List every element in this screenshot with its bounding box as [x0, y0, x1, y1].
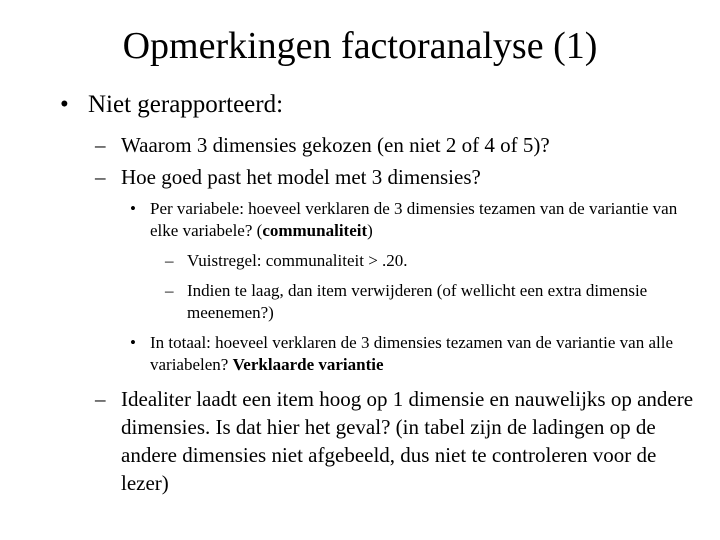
subpoint-text: Vuistregel: communaliteit > .20. — [187, 251, 408, 270]
subbullet-waarom — [95, 131, 710, 159]
dash-marker: – — [165, 281, 174, 300]
subbullet-text: Hoe goed past het model met 3 dimensies? — [121, 165, 481, 189]
point-in-totaal — [130, 332, 705, 376]
bold-term-verklaarde-variantie: Verklaarde variantie — [232, 355, 384, 374]
dash-marker: – — [95, 133, 106, 157]
subbullet-hoe-goed — [95, 163, 710, 191]
subpoint-vuistregel — [165, 250, 705, 272]
subpoint-indien-te-laag — [165, 280, 705, 324]
subbullet-text: Waarom 3 dimensies gekozen (en niet 2 of 4 of 5)? — [121, 133, 550, 157]
dash-marker: – — [95, 165, 106, 189]
dash-marker: – — [165, 251, 174, 270]
point-per-variabele — [130, 198, 705, 242]
subbullet-idealiter — [95, 385, 707, 497]
bullet-niet-gerapporteerd — [60, 90, 283, 120]
bold-term-communaliteit: communaliteit — [262, 221, 368, 240]
subpoint-text: Indien te laag, dan item verwijderen (of wellicht een extra dimensie meenemen?) — [187, 281, 648, 322]
point-text: Per variabele: hoeveel verklaren de 3 dimensies tezamen van de variantie van elke variabele? (communaliteit) — [150, 199, 678, 240]
point-text: In totaal: hoeveel verklaren de 3 dimensies tezamen van de variantie van alle variabelen? Verklaarde variantie — [150, 333, 673, 374]
bullet-marker: • — [60, 91, 69, 118]
bullet-text: Niet gerapporteerd: — [88, 91, 284, 118]
subbullet-text: Idealiter laadt een item hoog op 1 dimensie en nauwelijks op andere dimensies. Is dat hier het geval? (in tabel zijn de ladingen op de andere dimensies niet afgebeeld, dus niet te controleren voor de lezer) — [121, 387, 694, 495]
dash-marker: – — [95, 387, 106, 411]
slide-title: Opmerkingen factoranalyse (1) — [122, 25, 598, 67]
bullet-marker: • — [130, 333, 136, 352]
bullet-marker: • — [130, 199, 136, 218]
